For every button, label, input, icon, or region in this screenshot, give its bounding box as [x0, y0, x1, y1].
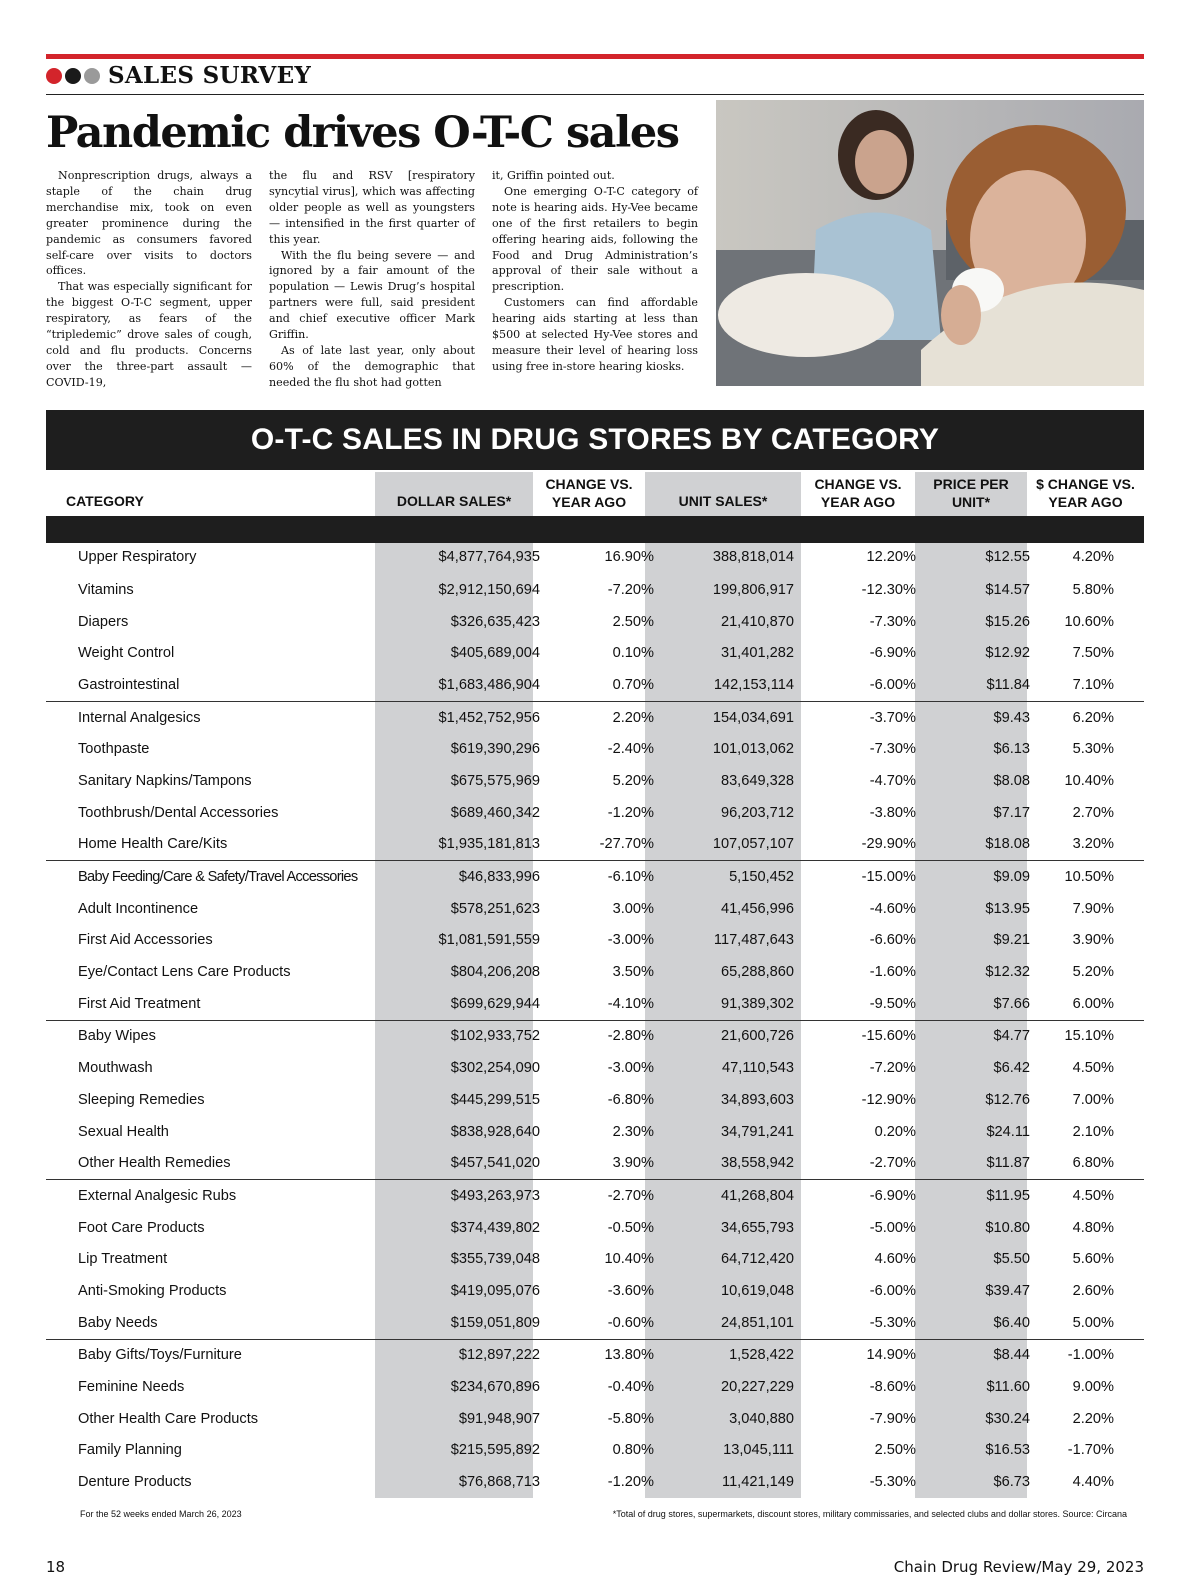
article-column-3: [492, 168, 698, 375]
category-cell: Sanitary Napkins/Tampons: [78, 772, 252, 789]
dollar-sales-cell: $234,670,896: [450, 1379, 540, 1396]
dollar-sales-cell: $159,051,809: [450, 1314, 540, 1331]
unit-sales-cell: 13,045,111: [723, 1442, 794, 1459]
unit-change-cell: -6.90%: [828, 1180, 940, 1212]
price-change-cell: 10.50%: [1064, 861, 1144, 893]
table-row: [46, 733, 1144, 765]
unit-sales-cell: 34,893,603: [720, 1091, 794, 1108]
table-row: [46, 1243, 1144, 1275]
gray-dot: [84, 68, 100, 84]
category-cell: First Aid Accessories: [78, 932, 213, 949]
price-change-cell: -1.00%: [1064, 1339, 1144, 1371]
unit-sales-cell: 34,655,793: [720, 1219, 794, 1236]
unit-change-cell: -7.20%: [869, 1060, 916, 1077]
unit-change-cell: -4.70%: [869, 772, 916, 789]
unit-change-cell: -6.00%: [869, 1282, 916, 1299]
unit-change-cell: -3.70%: [828, 701, 940, 733]
category-cell: Feminine Needs: [78, 1379, 185, 1396]
price-change-cell: 7.10%: [1072, 676, 1114, 693]
table-row: [46, 829, 1144, 861]
header-line: YEAR AGO: [820, 494, 896, 510]
price-per-unit-cell: $30.24: [985, 1410, 1030, 1427]
category-cell: Mouthwash: [78, 1060, 153, 1077]
dollar-change-cell: -0.40%: [607, 1379, 654, 1396]
unit-sales-cell: 154,034,691: [662, 701, 828, 733]
unit-change-cell: -6.90%: [869, 645, 916, 662]
price-change-cell: -1.70%: [1067, 1442, 1114, 1459]
price-change-cell: 4.40%: [1072, 1474, 1114, 1491]
dollar-change-cell: 2.20%: [562, 701, 662, 733]
table-row: [46, 1212, 1144, 1244]
unit-change-cell: -12.30%: [861, 581, 916, 598]
dollar-sales-cell: $91,948,907: [458, 1410, 540, 1427]
article-column-1: [46, 168, 252, 391]
category-cell: Anti-Smoking Products: [78, 1282, 227, 1299]
dollar-sales-cell: $215,595,892: [450, 1442, 540, 1459]
photo-illustration: [716, 100, 1144, 386]
category-cell: Baby Needs: [78, 1314, 158, 1331]
unit-change-cell: -7.30%: [869, 613, 916, 630]
dollar-change-cell: 0.70%: [612, 676, 654, 693]
dollar-sales-cell: $76,868,713: [458, 1474, 540, 1491]
price-per-unit-cell: $12.76: [985, 1091, 1030, 1108]
article-paragraph: That was especially significant for the biggest O-T-C segment, upper respiratory, as fears of the “tripledemic” drove sales of cough, cold and flu products. Concerns over the three-part assault — COVID-19,: [46, 280, 252, 389]
unit-change-cell: 14.90%: [828, 1339, 940, 1371]
dollar-change-cell: -6.10%: [562, 861, 662, 893]
unit-sales-cell: 47,110,543: [722, 1060, 794, 1077]
dollar-change-cell: -3.00%: [607, 932, 654, 949]
unit-sales-cell: 142,153,114: [713, 676, 794, 693]
sales-table: [46, 540, 1144, 1498]
section-dots: [46, 68, 100, 84]
red-dot: [46, 68, 62, 84]
headline: Pandemic drives O-T-C sales: [46, 108, 679, 158]
table-row: [46, 1371, 1144, 1403]
category-cell: Baby Wipes: [46, 1020, 408, 1052]
category-cell: Denture Products: [78, 1474, 192, 1491]
table-row: [46, 925, 1144, 957]
dollar-sales-cell: $102,933,752: [408, 1020, 562, 1052]
dollar-change-cell: -1.20%: [607, 804, 654, 821]
article-paragraph: As of late last year, only about 60% of the demographic that needed the flu shot had gotten: [269, 343, 475, 389]
unit-sales-cell: 1,528,422: [662, 1339, 828, 1371]
dollar-change-cell: 5.20%: [612, 772, 654, 789]
price-per-unit-cell: $9.09: [940, 861, 1064, 893]
dollar-sales-cell: $457,541,020: [450, 1155, 540, 1172]
table-row: [46, 1466, 1144, 1498]
price-per-unit-cell: $24.11: [986, 1123, 1030, 1140]
price-per-unit-cell: $11.95: [940, 1180, 1064, 1212]
dollar-change-cell: 3.50%: [612, 964, 654, 981]
unit-sales-cell: 11,421,149: [722, 1474, 794, 1491]
table-row: [46, 1180, 1144, 1212]
sick-woman-photo: [716, 100, 1144, 386]
table-row: [46, 797, 1144, 829]
dollar-change-cell: -0.60%: [607, 1314, 654, 1331]
dollar-sales-cell: $405,689,004: [450, 645, 540, 662]
unit-change-cell: -5.30%: [869, 1314, 916, 1331]
table-row: [46, 669, 1144, 701]
price-change-cell: 7.00%: [1072, 1091, 1114, 1108]
dollar-sales-cell: $12,897,222: [408, 1339, 562, 1371]
dollar-change-cell: -2.70%: [562, 1180, 662, 1212]
dollar-change-cell: 0.80%: [612, 1442, 654, 1459]
table-row: [46, 1435, 1144, 1467]
unit-sales-cell: 21,410,870: [720, 613, 794, 630]
unit-sales-cell: 65,288,860: [720, 964, 794, 981]
unit-sales-cell: 34,791,241: [720, 1123, 794, 1140]
header-line: UNIT*: [951, 494, 991, 510]
dollar-change-cell: -3.60%: [607, 1282, 654, 1299]
dollar-sales-cell: $1,452,752,956: [408, 701, 562, 733]
table-row: [46, 606, 1144, 638]
price-per-unit-cell: $12.55: [985, 549, 1030, 565]
unit-sales-cell: 101,013,062: [712, 741, 794, 758]
dollar-change-cell: -4.10%: [607, 995, 654, 1012]
section-rule: [46, 94, 1144, 95]
dollar-change-cell: -7.20%: [607, 581, 654, 598]
unit-change-cell: -5.30%: [869, 1474, 916, 1491]
dollar-sales-cell: $46,833,996: [408, 861, 562, 893]
unit-sales-cell: 64,712,420: [720, 1251, 794, 1268]
price-change-cell: 9.00%: [1072, 1379, 1114, 1396]
article-paragraph: One emerging O-T-C category of note is hearing aids. Hy-Vee became one of the first retailers to begin offering hearing aids, following the Food and Drug Administration’s approval of their sale without a prescription.: [492, 184, 698, 294]
price-per-unit-cell: $6.42: [993, 1060, 1030, 1077]
price-change-cell: 5.00%: [1072, 1314, 1114, 1331]
dollar-change-cell: 16.90%: [604, 549, 654, 565]
price-per-unit-cell: $7.66: [993, 995, 1030, 1012]
unit-change-cell: -15.00%: [828, 861, 940, 893]
dollar-sales-cell: $419,095,076: [450, 1282, 540, 1299]
unit-sales-cell: 24,851,101: [720, 1314, 794, 1331]
price-change-cell: 7.90%: [1072, 900, 1114, 917]
header-line: CHANGE VS.: [814, 476, 902, 492]
price-per-unit-cell: $6.13: [993, 741, 1030, 758]
price-change-cell: 10.40%: [1064, 772, 1114, 789]
price-per-unit-cell: $13.95: [985, 900, 1030, 917]
price-per-unit-cell: $7.17: [993, 804, 1030, 821]
dollar-change-cell: 2.50%: [612, 613, 654, 630]
table-row: [46, 956, 1144, 988]
price-per-unit-cell: $8.44: [940, 1339, 1064, 1371]
price-change-cell: 4.80%: [1072, 1219, 1114, 1236]
dollar-sales-cell: $1,081,591,559: [438, 932, 540, 949]
unit-sales-cell: 31,401,282: [720, 645, 794, 662]
price-per-unit-cell: $14.57: [985, 581, 1030, 598]
dollar-sales-cell: $838,928,640: [450, 1123, 540, 1140]
dollar-sales-cell: $302,254,090: [450, 1060, 540, 1077]
category-cell: Gastrointestinal: [78, 676, 180, 693]
dollar-sales-cell: $689,460,342: [450, 804, 540, 821]
article-paragraph: With the flu being severe — and ignored by a fair amount of the population — Lewis Drug’s hospital partners were full, said president and chief executive officer Mark Griffin.: [269, 248, 475, 342]
dollar-sales-cell: $4,877,764,935: [438, 549, 540, 565]
price-per-unit-cell: $11.84: [986, 676, 1030, 693]
header-unit-change: [801, 475, 915, 511]
publication-line: Chain Drug Review/May 29, 2023: [893, 1558, 1144, 1576]
unit-sales-cell: 83,649,328: [720, 772, 794, 789]
category-cell: Foot Care Products: [78, 1219, 205, 1236]
unit-sales-cell: 3,040,880: [729, 1410, 794, 1427]
table-row: [46, 1403, 1144, 1435]
category-cell: Weight Control: [78, 645, 175, 662]
dollar-sales-cell: $355,739,048: [450, 1251, 540, 1268]
price-per-unit-cell: $9.21: [993, 932, 1030, 949]
unit-sales-cell: 388,818,014: [712, 549, 794, 565]
table-row: [46, 1339, 1144, 1371]
header-category: CATEGORY: [66, 493, 144, 509]
table-row: [46, 701, 1144, 733]
table-title: O-T-C SALES IN DRUG STORES BY CATEGORY: [46, 410, 1144, 470]
dollar-sales-cell: $326,635,423: [450, 613, 540, 630]
dollar-sales-cell: $1,683,486,904: [438, 676, 540, 693]
category-cell: First Aid Treatment: [78, 995, 201, 1012]
unit-change-cell: -7.90%: [869, 1410, 916, 1427]
price-change-cell: 5.30%: [1072, 741, 1114, 758]
category-cell: Lip Treatment: [78, 1251, 168, 1268]
category-cell: Diapers: [78, 613, 129, 630]
unit-change-cell: -7.30%: [869, 741, 916, 758]
dollar-sales-cell: $699,629,944: [450, 995, 540, 1012]
table-row: [46, 988, 1144, 1020]
table-row: [46, 1084, 1144, 1116]
dollar-change-cell: 0.10%: [612, 645, 654, 662]
price-per-unit-cell: $12.92: [985, 645, 1030, 662]
dollar-sales-cell: $804,206,208: [450, 964, 540, 981]
unit-sales-cell: 41,456,996: [720, 900, 794, 917]
dollar-change-cell: -1.20%: [607, 1474, 654, 1491]
header-line: CHANGE VS.: [545, 476, 633, 492]
price-change-cell: 4.50%: [1072, 1060, 1114, 1077]
price-change-cell: 2.60%: [1072, 1282, 1114, 1299]
dollar-change-cell: -27.70%: [599, 836, 654, 853]
dark-dot: [65, 68, 81, 84]
unit-sales-cell: 38,558,942: [720, 1155, 794, 1172]
category-cell: Sexual Health: [78, 1123, 169, 1140]
price-change-cell: 3.20%: [1072, 836, 1114, 853]
dollar-sales-cell: $578,251,623: [450, 900, 540, 917]
category-cell: External Analgesic Rubs: [46, 1180, 408, 1212]
unit-change-cell: -2.70%: [869, 1155, 916, 1172]
dollar-change-cell: 2.30%: [612, 1123, 654, 1140]
unit-change-cell: -8.60%: [869, 1379, 916, 1396]
article-paragraph: Customers can find affordable hearing aids starting at less than $500 at selected Hy-Vee stores and measure their level of hearing loss using free in-store hearing kiosks.: [492, 296, 698, 373]
price-per-unit-cell: $9.43: [940, 701, 1064, 733]
unit-change-cell: 2.50%: [874, 1442, 916, 1459]
header-dollar-change: [533, 475, 645, 511]
category-cell: Adult Incontinence: [78, 900, 199, 917]
price-change-cell: 6.20%: [1064, 701, 1144, 733]
header-line: $ CHANGE VS.: [1036, 476, 1135, 492]
unit-sales-cell: 41,268,804: [662, 1180, 828, 1212]
table-row: [46, 1020, 1144, 1052]
price-per-unit-cell: $8.08: [993, 772, 1030, 789]
dollar-sales-cell: $445,299,515: [450, 1091, 540, 1108]
category-cell: Toothpaste: [78, 741, 150, 758]
table-row: [46, 574, 1144, 606]
footnote-source: *Total of drug stores, supermarkets, discount stores, military commissaries, and selected clubs and dollar stores. Source: Circana: [612, 1509, 1127, 1519]
table-row: [46, 893, 1144, 925]
price-change-cell: 2.20%: [1072, 1410, 1114, 1427]
category-cell: Eye/Contact Lens Care Products: [78, 964, 291, 981]
page-number: 18: [46, 1558, 66, 1576]
section-label: SALES SURVEY: [108, 62, 312, 89]
price-per-unit-cell: $12.32: [985, 964, 1030, 981]
price-change-cell: 2.10%: [1072, 1123, 1114, 1140]
price-per-unit-cell: $10.80: [985, 1219, 1030, 1236]
header-dollar-sales: DOLLAR SALES*: [396, 493, 512, 509]
unit-sales-cell: 5,150,452: [662, 861, 828, 893]
table-row: [46, 637, 1144, 669]
price-change-cell: 4.20%: [1072, 549, 1114, 565]
unit-change-cell: -29.90%: [861, 836, 916, 853]
unit-change-cell: -3.80%: [869, 804, 916, 821]
unit-change-cell: -9.50%: [869, 995, 916, 1012]
dollar-sales-cell: $2,912,150,694: [438, 581, 540, 598]
dollar-change-cell: 10.40%: [604, 1251, 654, 1268]
price-change-cell: 6.80%: [1072, 1155, 1114, 1172]
unit-sales-cell: 117,487,643: [713, 932, 794, 949]
unit-sales-cell: 10,619,048: [720, 1282, 794, 1299]
article-paragraph: the flu and RSV [respiratory syncytial virus], which was affecting older people as well as youngsters — intensified in the first quarter of this year.: [269, 169, 475, 246]
dollar-sales-cell: $675,575,969: [450, 772, 540, 789]
header-unit-sales: UNIT SALES*: [678, 493, 768, 509]
price-change-cell: 5.60%: [1072, 1251, 1114, 1268]
unit-change-cell: 4.60%: [874, 1251, 916, 1268]
table-row: [46, 765, 1144, 797]
footnote-period: For the 52 weeks ended March 26, 2023: [80, 1509, 242, 1519]
price-change-cell: 5.20%: [1072, 964, 1114, 981]
price-change-cell: 7.50%: [1072, 645, 1114, 662]
category-cell: Home Health Care/Kits: [78, 836, 228, 853]
price-per-unit-cell: $4.77: [940, 1020, 1064, 1052]
dollar-change-cell: 3.00%: [612, 900, 654, 917]
article-column-2: [269, 168, 475, 391]
header-price-per-unit: [915, 475, 1027, 511]
price-per-unit-cell: $5.50: [993, 1251, 1030, 1268]
price-per-unit-cell: $18.08: [985, 836, 1030, 853]
category-cell: Baby Gifts/Toys/Furniture: [46, 1339, 408, 1371]
price-per-unit-cell: $11.87: [986, 1155, 1030, 1172]
header-line: YEAR AGO: [1048, 494, 1123, 510]
unit-sales-cell: 107,057,107: [712, 836, 794, 853]
dollar-change-cell: -3.00%: [607, 1060, 654, 1077]
category-cell: Other Health Remedies: [78, 1155, 231, 1172]
price-per-unit-cell: $16.53: [985, 1442, 1030, 1459]
dollar-change-cell: 3.90%: [612, 1155, 654, 1172]
category-cell: Toothbrush/Dental Accessories: [78, 804, 279, 821]
unit-change-cell: -5.00%: [869, 1219, 916, 1236]
dollar-change-cell: -0.50%: [607, 1219, 654, 1236]
price-per-unit-cell: $39.47: [985, 1282, 1030, 1299]
price-change-cell: 4.50%: [1064, 1180, 1144, 1212]
dollar-change-cell: -5.80%: [607, 1410, 654, 1427]
article-paragraph: Nonprescription drugs, always a staple of the chain drug merchandise mix, took on even greater prominence during the pandemic as consumers favored self-care over visits to doctors offices.: [46, 169, 252, 278]
dollar-change-cell: -2.80%: [562, 1020, 662, 1052]
category-cell: Baby Feeding/Care & Safety/Travel Accessories: [46, 861, 408, 893]
table-header-band: [46, 516, 1144, 543]
unit-change-cell: -15.60%: [828, 1020, 940, 1052]
table-row: [46, 861, 1144, 893]
dollar-change-cell: -2.40%: [607, 741, 654, 758]
category-cell: Sleeping Remedies: [78, 1091, 205, 1108]
price-change-cell: 3.90%: [1072, 932, 1114, 949]
unit-sales-cell: 21,600,726: [662, 1020, 828, 1052]
category-cell: Internal Analgesics: [46, 701, 408, 733]
unit-sales-cell: 20,227,229: [720, 1379, 794, 1396]
unit-change-cell: -1.60%: [869, 964, 916, 981]
category-cell: Other Health Care Products: [78, 1410, 259, 1427]
article-paragraph: it, Griffin pointed out.: [492, 169, 615, 182]
price-per-unit-cell: $6.40: [993, 1314, 1030, 1331]
dollar-sales-cell: $374,439,802: [450, 1219, 540, 1236]
unit-sales-cell: 91,389,302: [720, 995, 794, 1012]
unit-sales-cell: 199,806,917: [712, 581, 794, 598]
table-row: [46, 1052, 1144, 1084]
dollar-sales-cell: $619,390,296: [450, 741, 540, 758]
header-line: PRICE PER: [933, 476, 1009, 492]
table-row: [46, 540, 1144, 574]
unit-change-cell: -12.90%: [861, 1091, 916, 1108]
price-change-cell: 5.80%: [1072, 581, 1114, 598]
price-change-cell: 15.10%: [1064, 1020, 1144, 1052]
header-line: YEAR AGO: [551, 494, 627, 510]
table-body: [46, 540, 1144, 1498]
category-cell: Family Planning: [78, 1442, 182, 1459]
price-change-cell: 2.70%: [1072, 804, 1114, 821]
price-change-cell: 10.60%: [1064, 613, 1114, 630]
table-row: [46, 1275, 1144, 1307]
dollar-change-cell: 13.80%: [562, 1339, 662, 1371]
unit-change-cell: 0.20%: [874, 1123, 916, 1140]
unit-change-cell: -4.60%: [869, 900, 916, 917]
dollar-sales-cell: $1,935,181,813: [438, 836, 540, 853]
dollar-change-cell: -6.80%: [607, 1091, 654, 1108]
header-price-change: [1027, 475, 1144, 511]
top-red-rule: [46, 54, 1144, 59]
price-per-unit-cell: $6.73: [993, 1474, 1030, 1491]
unit-change-cell: -6.00%: [869, 676, 916, 693]
price-change-cell: 6.00%: [1072, 995, 1114, 1012]
table-row: [46, 1147, 1144, 1179]
unit-change-cell: 12.20%: [866, 549, 916, 565]
unit-sales-cell: 96,203,712: [720, 804, 794, 821]
category-cell: Upper Respiratory: [78, 549, 197, 565]
table-row: [46, 1307, 1144, 1339]
table-row: [46, 1116, 1144, 1148]
price-per-unit-cell: $15.26: [985, 613, 1030, 630]
price-per-unit-cell: $11.60: [986, 1379, 1030, 1396]
unit-change-cell: -6.60%: [869, 932, 916, 949]
category-cell: Vitamins: [78, 581, 134, 598]
dollar-sales-cell: $493,263,973: [408, 1180, 562, 1212]
